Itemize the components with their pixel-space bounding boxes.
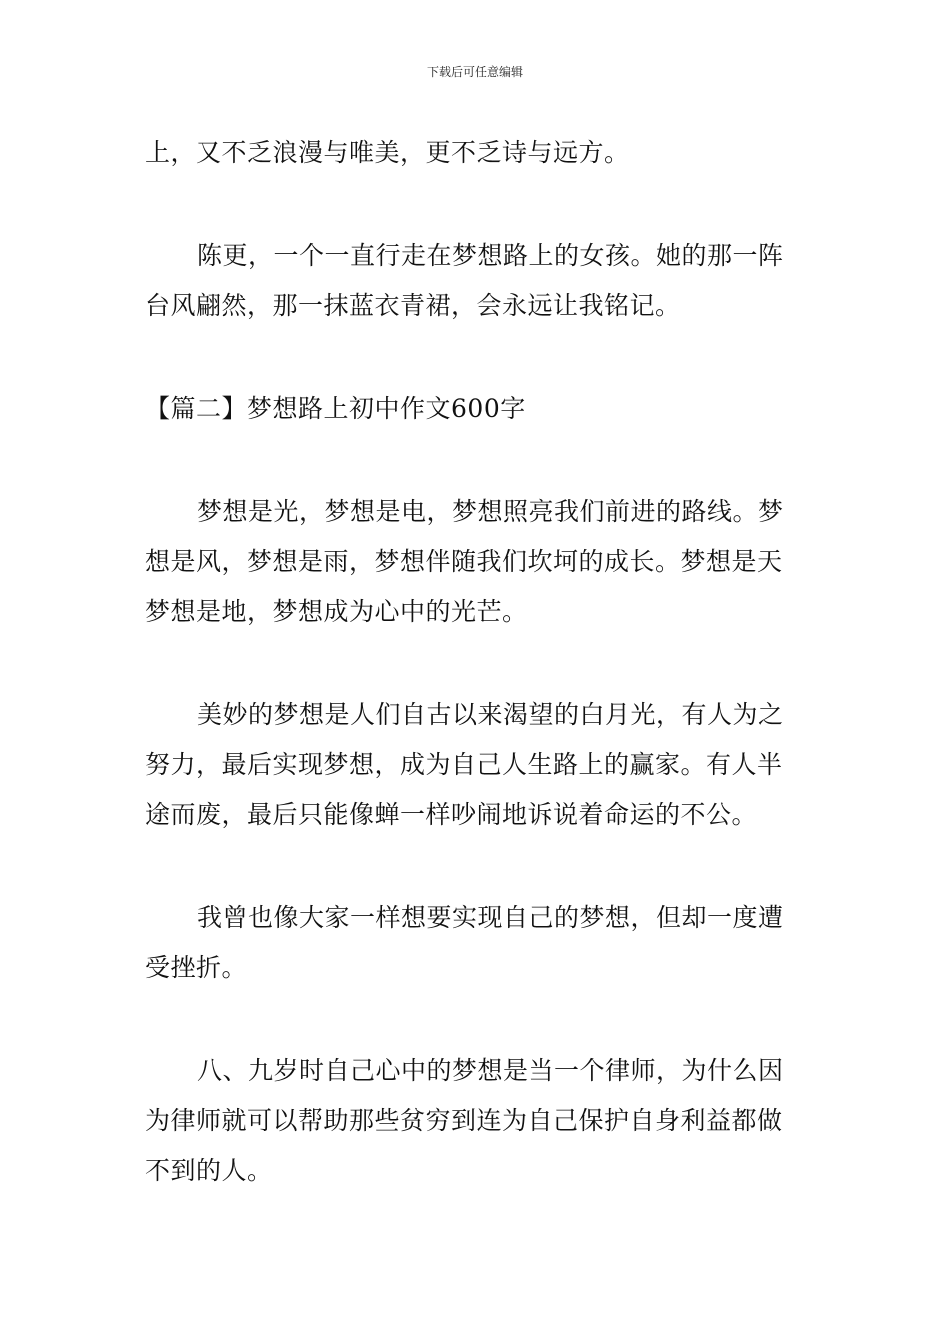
section-heading [145,384,810,434]
text-line: 为律师就可以帮助那些贫穷到连为自己保护自身利益都做 [145,1106,783,1135]
text-line: 我曾也像大家一样想要实现自己的梦想，但却一度遭 [197,903,784,932]
text-line: 受挫折。 [145,953,248,982]
paragraph-beautiful-dream [145,690,810,840]
text-line: 不到的人。 [145,1156,273,1185]
paragraph-dream-light [145,487,810,637]
text-line: 梦想是光，梦想是电，梦想照亮我们前进的路线。梦 [197,497,784,526]
text-line: 想是风，梦想是雨，梦想伴随我们坎坷的成长。梦想是天 [145,547,783,576]
paragraph-chen-geng [145,231,810,331]
text-line: 途而废，最后只能像蝉一样吵闹地诉说着命运的不公。 [145,800,758,829]
text-line: 努力，最后实现梦想，成为自己人生路上的赢家。有人半 [145,750,783,779]
text-line: 八、九岁时自己心中的梦想是当一个律师，为什么因 [197,1056,784,1085]
document-body [145,128,810,1196]
text-line: 上，又不乏浪漫与唯美，更不乏诗与远方。 [145,138,630,167]
paragraph-setback [145,893,810,993]
paragraph-lawyer [145,1046,810,1196]
text-line: 美妙的梦想是人们自古以来渴望的白月光，有人为之 [197,700,784,729]
section-title: 【篇二】梦想路上初中作文600字 [145,394,526,423]
text-line: 梦想是地，梦想成为心中的光芒。 [145,597,528,626]
page-header: 下载后可任意编辑 [426,65,523,79]
paragraph-continuation [145,128,810,178]
text-line: 台风翩然，那一抹蓝衣青裙，会永远让我铭记。 [145,291,681,320]
text-line: 陈更，一个一直行走在梦想路上的女孩。她的那一阵 [197,241,784,270]
